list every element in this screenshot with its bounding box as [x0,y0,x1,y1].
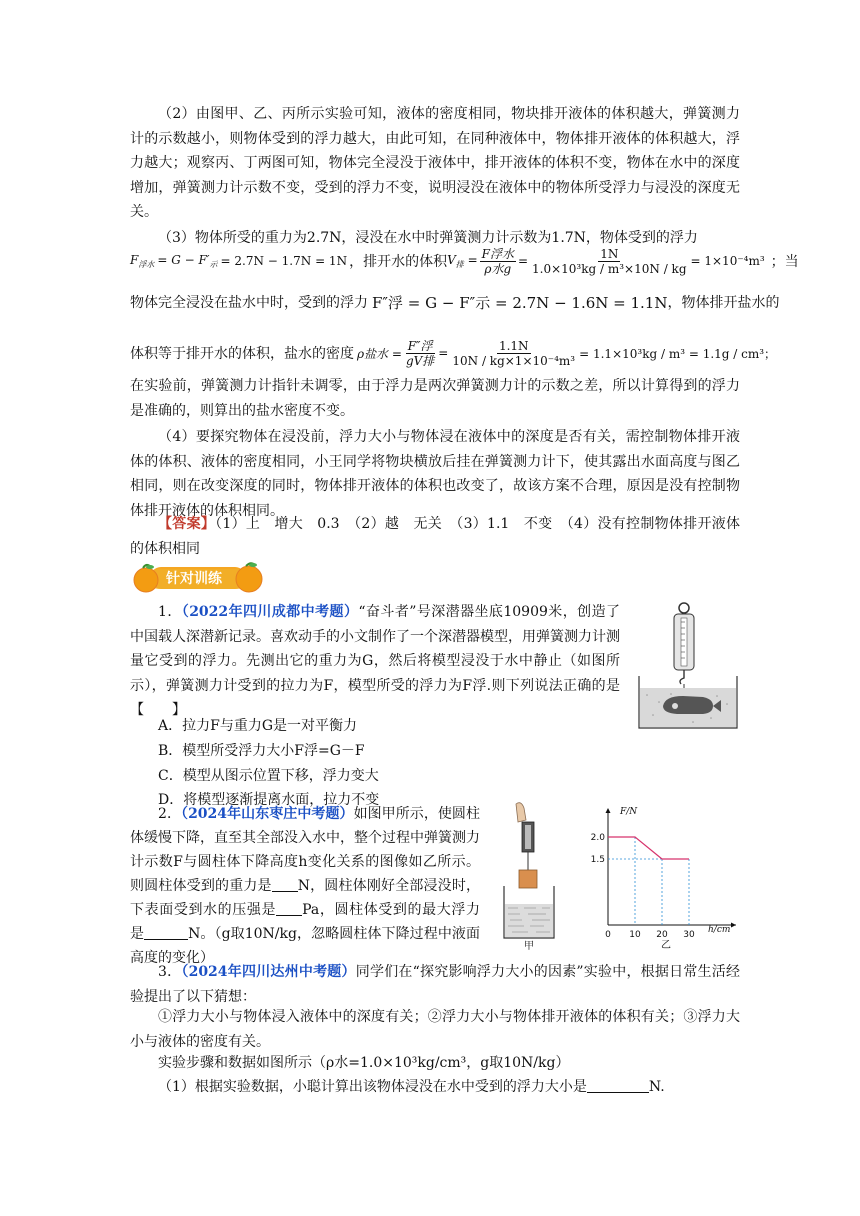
chart-y-tick-label: 2.0 [590,833,605,843]
eq1-expr: = $G - F'_示$ [157,252,218,269]
question-1-source: （2022年四川成都中考题） [181,604,359,620]
eq1-result-2: = 1×10⁻⁴m³ [690,254,765,268]
solution-paragraph-2: （2）由图甲、乙、丙所示实验可知，液体的密度相同，物块排开液体的体积越大，弹簧测力计的示数越小，则物体受到的浮力越大，由此可知，在同种液体中，物体排开液体的体积越大，浮力越大；观察丙、丁两图可知，物体完全浸没于液体中，排开液体的体积不变，物体在水中的深度增加，弹簧测力计示数不变，受到的浮力不变，说明浸没在液体中的物体所受浮力与浸没的深度无关。 [130,106,740,220]
chart-x-tick-label: 30 [683,930,695,940]
equation-line-2 [130,288,779,316]
q2-blank-pressure[interactable] [276,902,302,916]
chart-y-axis-label: F/N [620,807,638,817]
question-3-sub-1: （1）根据实验数据，小聪计算出该物体浸没在水中受到的浮力大小是 N. [158,1079,665,1095]
eq3-rho: ρ盐水 = [357,346,402,361]
chart-y-arrow [606,808,611,813]
q1-option-b: B．模型所受浮力大小F浮=G－F [158,743,365,759]
answer-text: （1）上 增大 0.3 （2）越 无关 （3）1.1 不变 （4）没有控制物体排开液体的体积相同 [130,516,741,557]
equation-line-3: 体积等于排开水的体积，盐水的密度 ρ盐水 = $\frac{\text{F″浮}}{\text{gV排}}$ = $\frac{1.1N}{\text{10N / kg×1×10⁻⁴m³}}$ = 1.1×10³kg / m³ = 1.1g / cm³； [130,338,777,368]
figure-label-jia: 甲 [524,941,534,950]
question-3-stem: 3．（2024年四川达州中考题）同学们在“探究影响浮力大小的因素”实验中，根据日常生活经验提出了以下猜想： [130,964,740,1005]
eq1-result: = 2.7N − 1.7N = 1N [220,254,348,268]
chart-series-line [608,837,689,859]
eq2-pre: 物体完全浸没在盐水中时，受到的浮力 [130,295,368,311]
eq2-post: ，物体排开盐水的 [667,295,780,311]
figure-label-yi: 乙 [661,940,671,950]
chart-x-axis-label: h/cm [708,925,731,935]
solution-paragraph-4: （4）要探究物体在浸没前，浮力大小与物体浸在液体中的深度是否有关，需控制物体排开液体的体积、液体的密度相同，小王同学将物块横放后挂在弹簧测力计下，使其露出水面高度与图乙相同，则在改变深度的同时，物体排开液体的体积也改变了，故该方案不合理，原因是没有控制物体排开液体的体积相同。 [130,429,740,519]
q1-option-a: A．拉力F与重力G是一对平衡力 [158,718,358,734]
question-1-stem: 1．（2022年四川成都中考题）“奋斗者”号深潜器坐底10909米，创造了中国载人深潜新记录。喜欢动手的小文制作了一个深潜器模型，用弹簧测力计测量它受到的浮力。先测出它的重力为G，然后将模型浸没于水中静止（如图所示），弹簧测力计受到的拉力为F，模型所受的浮力为F浮.则下列说法正确的是【 】 [130,604,620,718]
eq3-pre: 体积等于排开水的体积，盐水的密度 [130,346,354,362]
q2-blank-weight[interactable] [272,878,298,892]
q2-chart [586,800,746,950]
eq1-lhs: $F_{浮水}$ [130,252,155,269]
chart-x-tick-label: 20 [656,930,668,940]
eq1-fraction-2: $\frac{1N}{\text{1.0×10³kg / m³×10N / kg}}$ [532,246,687,276]
q1-option-d: D．将模型逐渐提离水面，拉力不变 [158,792,380,808]
solution-paragraph-3-rest: 在实验前，弹簧测力计指针未调零，由于浮力是两次弹簧测力计的示数之差，所以计算得到的浮力是准确的，则算出的盐水密度不变。 [130,378,740,419]
chart-x-arrow [731,923,736,928]
q1-figure-spring-scale [633,600,741,730]
banner-label: 针对训练 [166,571,222,587]
eq3-fraction-1: $\frac{\text{F″浮}}{\text{gV排}}$ [405,338,435,368]
q1-option-c: C．模型从图示位置下移，浮力变大 [158,768,379,784]
question-3-data-line: 实验步骤和数据如图所示（ρ水=1.0×10³kg/cm³，g取10N/kg） [158,1055,570,1071]
question-2-source: （2024年山东枣庄中考题） [181,806,354,822]
answer-label: 【答案】 [158,516,216,532]
solution-paragraph-3-intro: （3）物体所受的重力为2.7N，浸没在水中时弹簧测力计示数为1.7N，物体受到的浮力 [158,230,698,246]
practice-banner [130,559,265,595]
eq1-volume: $V_排$ = [447,252,478,269]
eq3-fraction-2: $\frac{1.1N}{\text{10N / kg×1×10⁻⁴m³}}$ [452,338,576,368]
question-2-stem: 2．（2024年山东枣庄中考题）如图甲所示，使圆柱体缓慢下降，直至其全部没入水中，整个过程中弹簧测力计示数F与圆柱体下降高度h变化关系的图像如乙所示。则圆柱体受到的重力是 N，圆柱体刚好全部浸没时，下表面受到水的压强是 Pa，圆柱体受到的最大浮力是 N。（g取10N/kg，忽略圆柱体下降过程中液面高度的变化） [130,806,481,966]
chart-y-tick-label: 1.5 [590,855,605,865]
question-3-hypotheses: ①浮力大小与物体浸入液体中的深度有关；②浮力大小与物体排开液体的体积有关；③浮力大小与液体的密度有关。 [130,1009,740,1050]
answer-block [130,512,740,561]
eq2-formula: F″浮 = G − F″示 = 2.7N − 1.6N = 1.1N [372,293,668,312]
eq1-fraction-1: $\frac{\text{F浮水}}{\text{ρ水g}}$ [481,246,514,276]
equation-line-1: $F_{浮水}$ = $G - F'_示$ = 2.7N − 1.7N = 1N ，排开水的体积 $V_排$ = $\frac{\text{F浮水}}{\text{ρ水g}}$ = $\frac{1N}{\text{1.0×10³kg / m³×10N / kg}}$ = 1×10⁻⁴m³ ；当 [130,246,799,276]
question-3-source: （2024年四川达州中考题） [181,964,356,980]
chart-x-tick-label: 0 [605,930,611,940]
eq1-tail: ；当 [770,254,799,270]
chart-x-tick-label: 10 [629,930,641,940]
eq3-result: = 1.1×10³kg / m³ = 1.1g / cm³； [579,346,777,361]
q3-blank-buoyancy[interactable] [587,1079,649,1093]
q2-figure-apparatus [488,800,574,950]
q2-blank-buoyancy[interactable] [144,926,188,940]
eq1-mid-text: ，排开水的体积 [349,254,448,270]
